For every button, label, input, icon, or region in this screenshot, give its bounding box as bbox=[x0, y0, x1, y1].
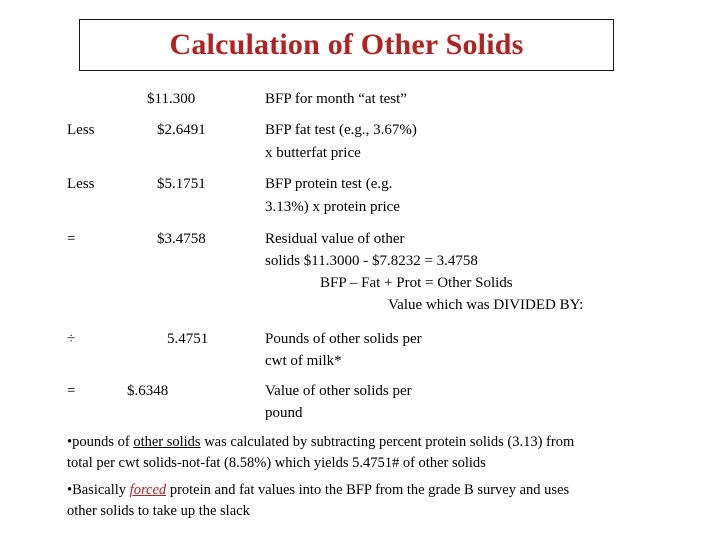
amount-fat: $2.6491 bbox=[157, 122, 206, 138]
op-less-fat: Less bbox=[67, 122, 95, 138]
footnote-2-pre: •Basically bbox=[67, 482, 130, 498]
amount-result: $.6348 bbox=[127, 383, 169, 399]
footnote-2-post: protein and fat values into the BFP from the grade B survey and uses bbox=[166, 482, 570, 498]
page-title: Calculation of Other Solids bbox=[169, 28, 524, 61]
desc-gross-line1: BFP for month “at test” bbox=[265, 91, 407, 107]
amount-gross: $11.300 bbox=[147, 91, 196, 107]
footnote-2 bbox=[67, 480, 569, 501]
footnote-1-underlined: other solids bbox=[133, 434, 201, 450]
op-divide: ÷ bbox=[67, 331, 76, 347]
amount-residual: $3.4758 bbox=[157, 231, 206, 247]
desc-result-line2: pound bbox=[265, 405, 303, 421]
op-equals-result: = bbox=[67, 383, 76, 399]
title-box bbox=[79, 19, 614, 71]
desc-residual-line4: Value which was DIVIDED BY: bbox=[388, 297, 584, 313]
desc-result-line1: Value of other solids per bbox=[265, 383, 412, 399]
desc-protein-line2: 3.13%) x protein price bbox=[265, 199, 400, 215]
footnote-1-pre: •pounds of bbox=[67, 434, 134, 450]
desc-protein-line1: BFP protein test (e.g. bbox=[265, 176, 393, 192]
op-less-protein: Less bbox=[67, 176, 95, 192]
amount-protein: $5.1751 bbox=[157, 176, 206, 192]
desc-pounds-line2: cwt of milk* bbox=[265, 353, 342, 369]
footnote-2-highlight: forced bbox=[129, 482, 167, 498]
desc-residual-line3: BFP – Fat + Prot = Other Solids bbox=[320, 275, 513, 291]
desc-fat-line1: BFP fat test (e.g., 3.67%) bbox=[265, 122, 417, 138]
footnote-1 bbox=[67, 432, 574, 453]
desc-fat-line2: x butterfat price bbox=[265, 145, 361, 161]
desc-residual-line1: Residual value of other bbox=[265, 231, 405, 247]
desc-residual-line2: solids $11.3000 - $7.8232 = 3.4758 bbox=[265, 253, 478, 269]
amount-pounds: 5.4751 bbox=[167, 331, 209, 347]
op-equals-residual: = bbox=[67, 231, 76, 247]
footnote-2-line2: other solids to take up the slack bbox=[67, 503, 250, 519]
footnote-1-line2: total per cwt solids-not-fat (8.58%) which yields 5.4751# of other solids bbox=[67, 455, 486, 471]
desc-pounds-line1: Pounds of other solids per bbox=[265, 331, 422, 347]
footnote-1-post: was calculated by subtracting percent protein solids (3.13) from bbox=[200, 434, 575, 450]
